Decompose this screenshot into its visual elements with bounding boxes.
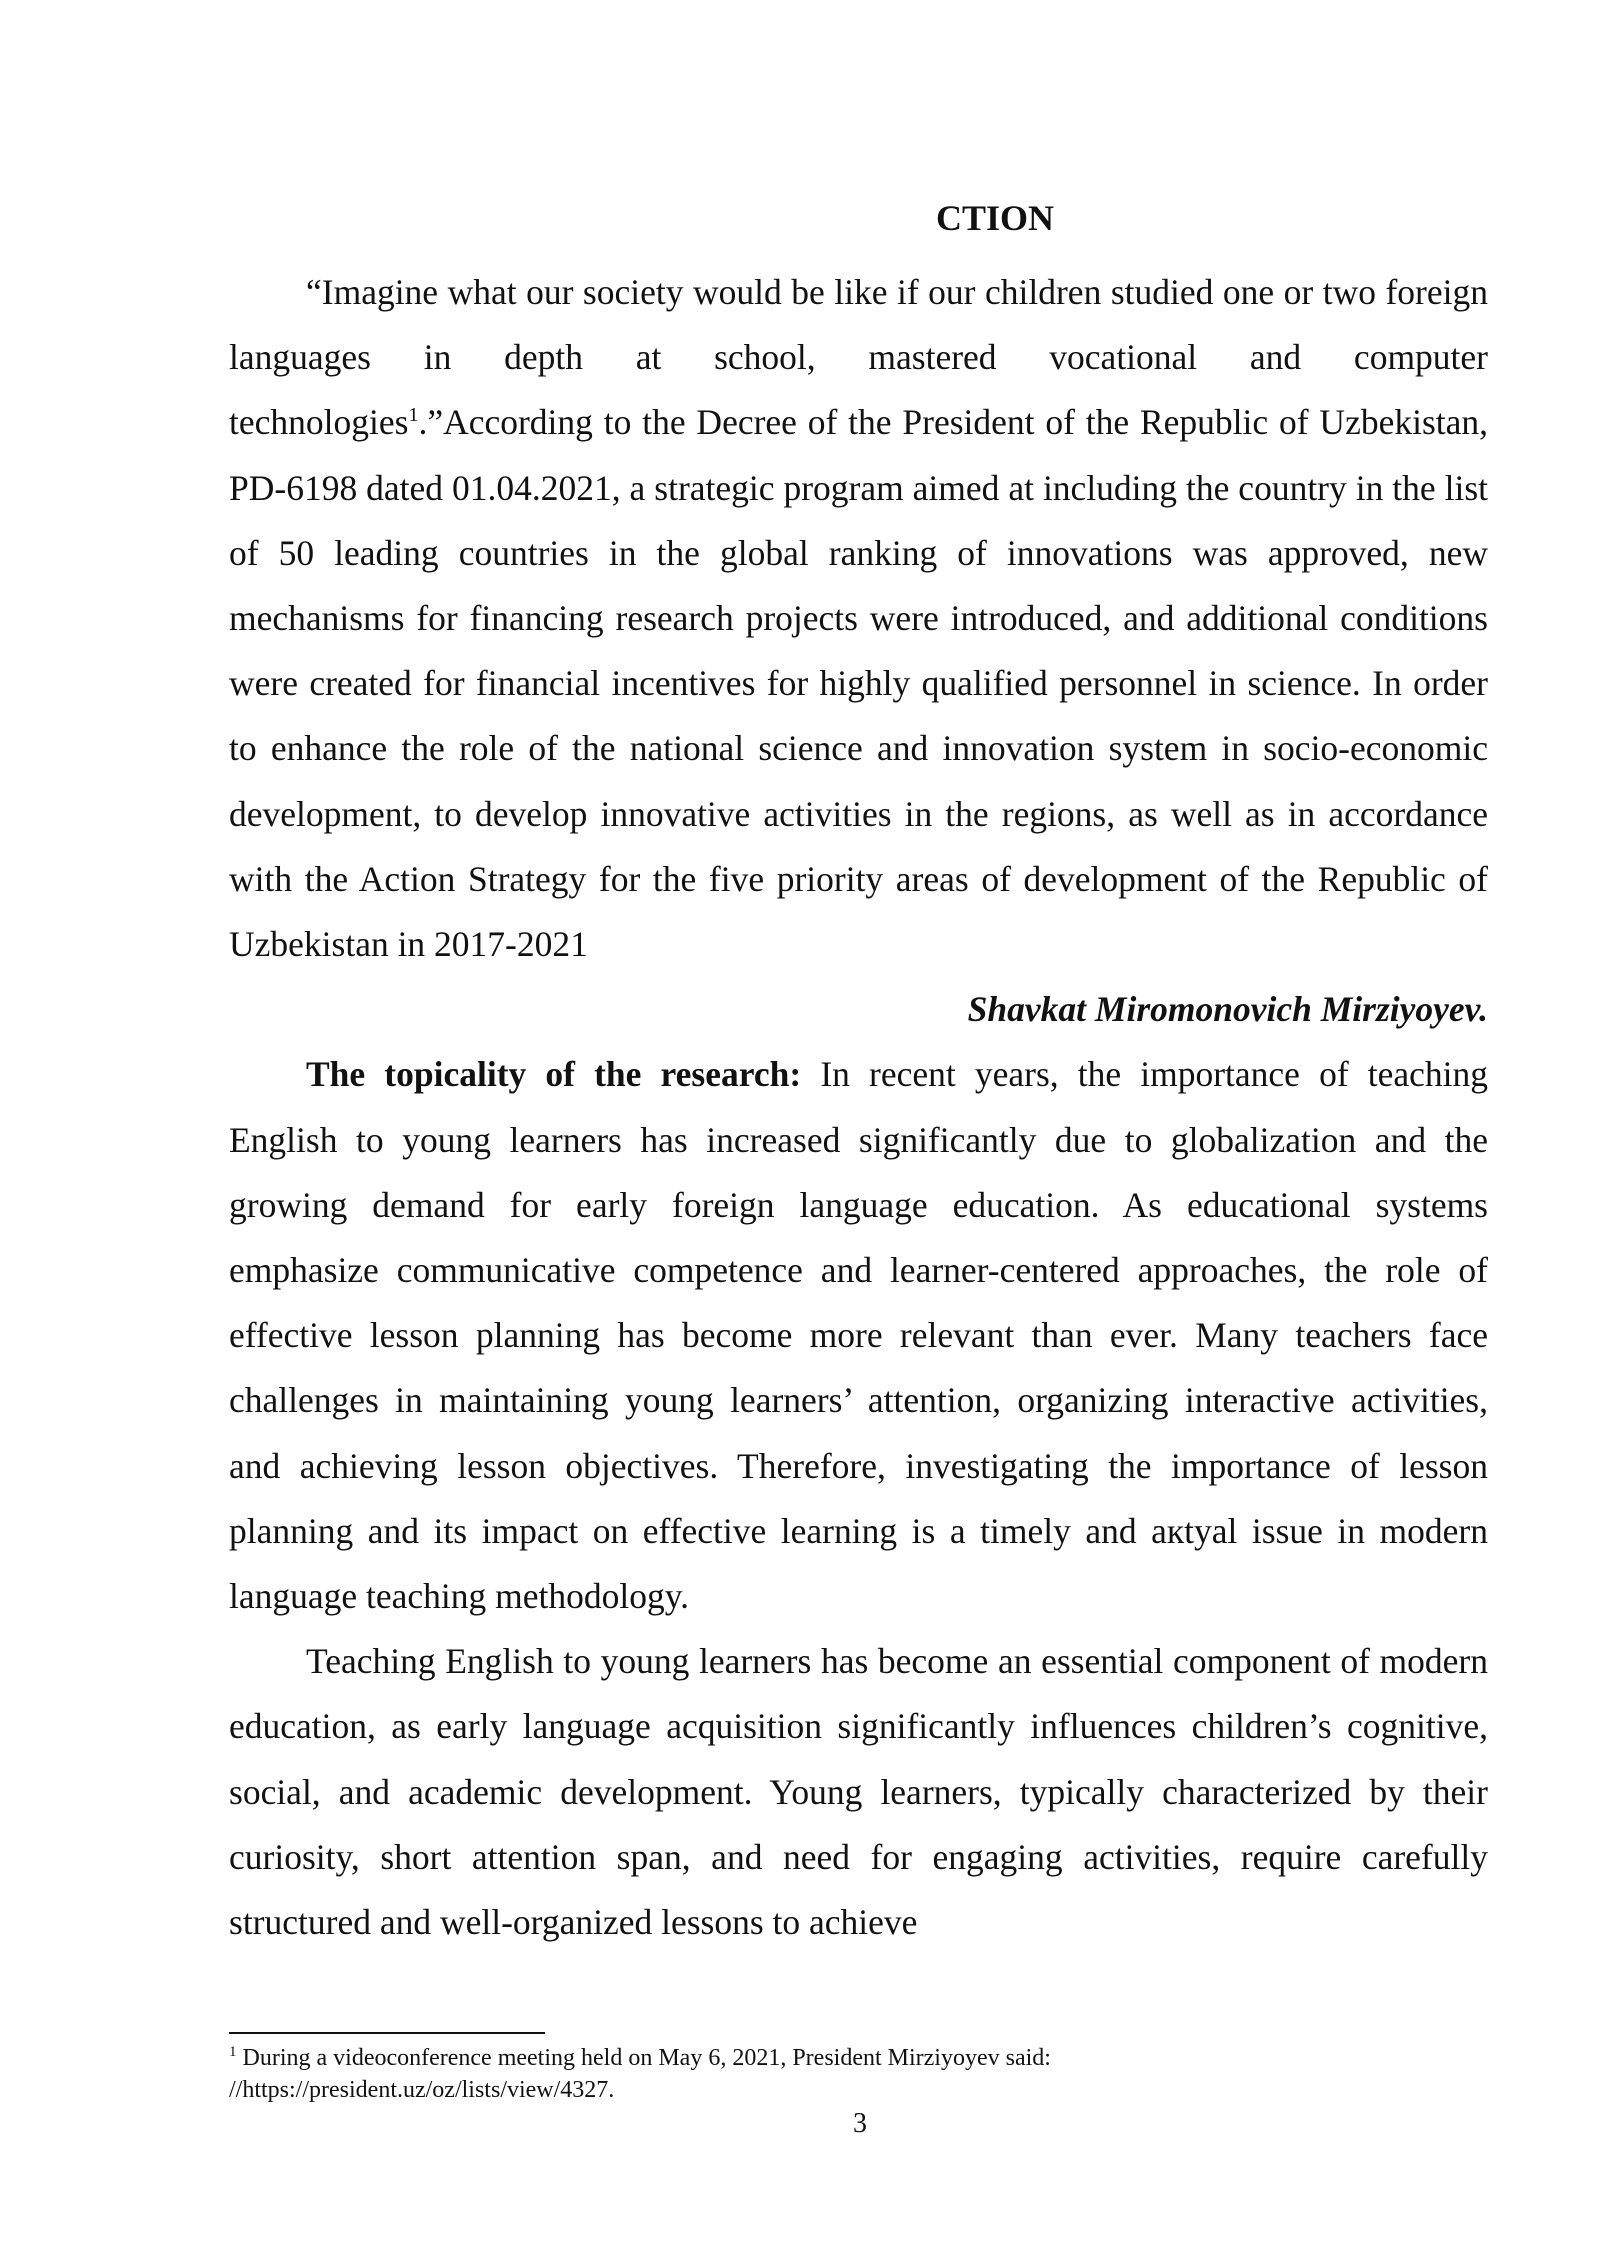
footnote — [229, 2042, 1488, 2106]
footnote-link[interactable]: //https://president.uz/oz/lists/view/4327. — [229, 2077, 615, 2103]
footnote-line — [229, 2042, 1488, 2074]
quote-text-start: “Imagine what our society would be like if our children studied one or two foreign languages in depth at school, mastered vocational and computer technologies — [229, 272, 1488, 443]
quote-paragraph — [229, 260, 1488, 977]
topicality-label: The topicality of the research: — [306, 1054, 802, 1095]
footnote-text: During a videoconference meeting held on May 6, 2021, President Mirziyoyev said: — [236, 2045, 1051, 2071]
section-heading: CTION — [936, 198, 1055, 238]
footnote-marker: 1 — [229, 2044, 237, 2060]
page-number: 3 — [853, 2108, 867, 2139]
quote-text-end: .”According to the Decree of the President of the Republic of Uzbekistan, PD-6198 dated 01.04.2021, a strategic program aimed at including the country in the list of 50 leading countries in the global ranking of innovations was approved, new mechanisms for financing research projects were introduced, and additional conditions were created for financial incentives for highly qualified personnel in science. In order to enhance the role of the national science and innovation system in socio-economic development, to develop innovative activities in the regions, as well as in accordance with the Action Strategy for the five priority areas of development of the Republic of Uzbekistan in 2017-2021 — [229, 402, 1488, 965]
body-text — [229, 260, 1488, 1955]
topicality-text: In recent years, the importance of teaching English to young learners has increased significantly due to globalization and the growing demand for early foreign language education. As educational systems emphasize communicative competence and learner-centered approaches, the role of effective lesson planning has become more relevant than ever. Many teachers face challenges in maintaining young learners’ attention, organizing interactive activities, and achieving lesson objectives. Therefore, investigating the importance of lesson planning and its impact on effective learning is a timely and акtyal issue in modern language teaching methodology. — [229, 1054, 1489, 1617]
topicality-paragraph — [229, 1042, 1488, 1629]
quote-signature: Shavkat Miromonovich Mirziyoyev. — [967, 989, 1488, 1030]
body-paragraph: Teaching English to young learners has become an essential component of modern education, as early language acquisition significantly influences children’s cognitive, social, and academic development. Young learners, typically characterized by their curiosity, short attention span, and need for engaging activities, require carefully structured and well-organized lessons to achieve — [229, 1641, 1488, 1943]
footnote-separator — [229, 2032, 545, 2034]
footnote-reference[interactable]: 1 — [408, 404, 419, 427]
